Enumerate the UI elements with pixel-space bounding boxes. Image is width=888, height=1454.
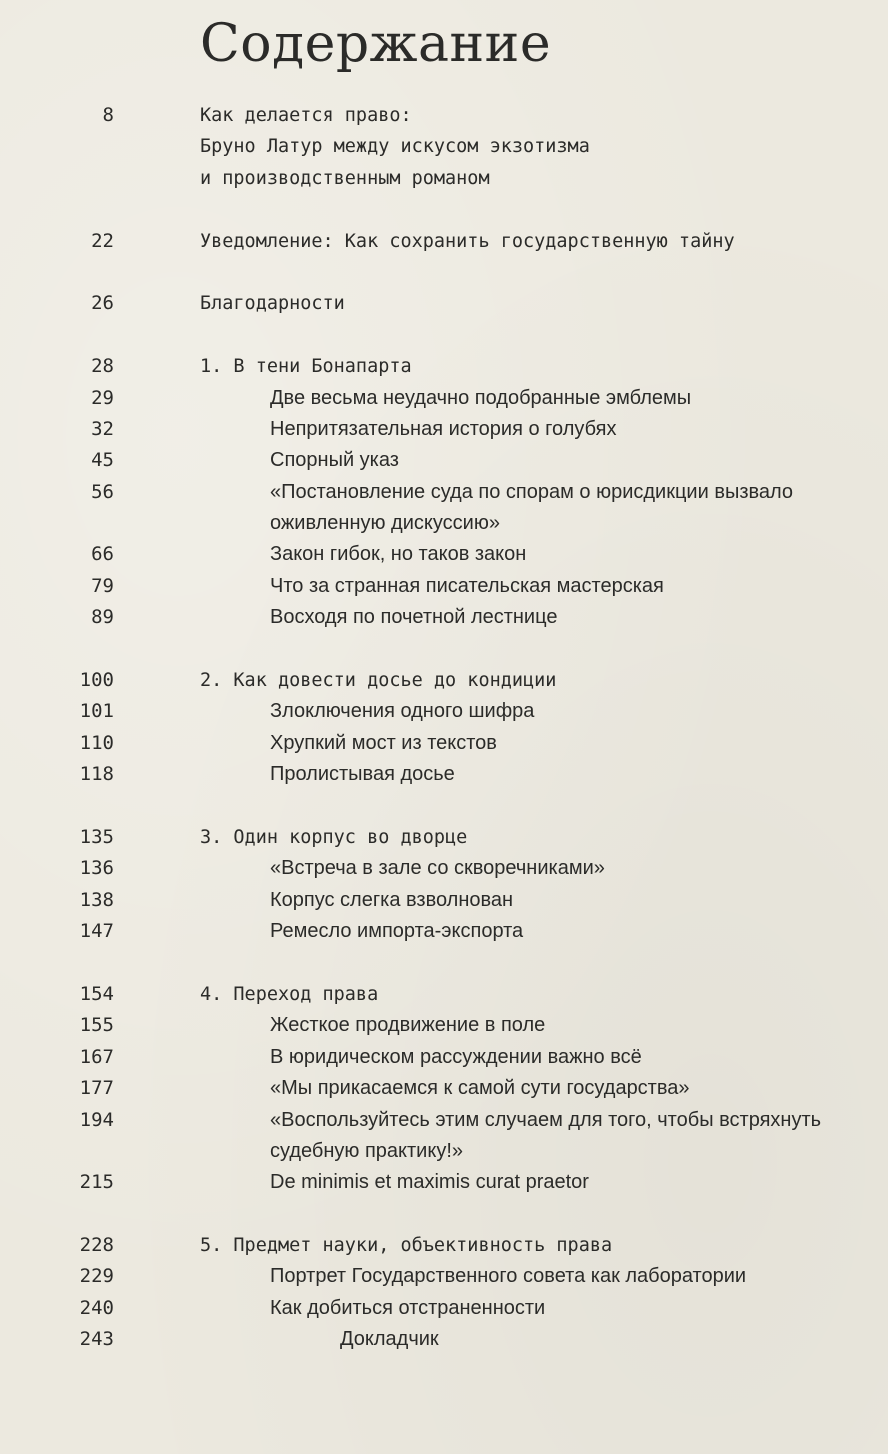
chapter-title: 2. Как довести досье до кондиции — [200, 670, 557, 692]
entry-title: Уведомление: Как сохранить государственную тайну — [200, 230, 735, 252]
page-number: 101 — [79, 700, 114, 723]
chapter-title: 1. В тени Бонапарта — [200, 356, 412, 378]
chapter-title: 4. Переход права — [200, 983, 379, 1005]
toc-entry-front — [0, 100, 888, 131]
page-number: 135 — [79, 825, 114, 848]
subsection-title: Докладчик — [340, 1328, 439, 1351]
section-title: Хрупкий мост из текстов — [270, 731, 497, 754]
section-title: Спорный указ — [270, 449, 399, 472]
page-number: 243 — [79, 1328, 114, 1351]
toc-section — [0, 539, 888, 570]
toc-chapter — [0, 665, 888, 696]
section-title: Восходя по почетной лестнице — [270, 606, 558, 629]
toc-section — [0, 571, 888, 602]
page-number: 79 — [91, 574, 114, 597]
page-number: 167 — [79, 1045, 114, 1068]
toc-section — [0, 696, 888, 727]
toc-section — [0, 477, 888, 508]
page-number: 22 — [91, 229, 114, 252]
toc-entry-front — [0, 226, 888, 257]
toc-section — [0, 383, 888, 414]
page-number: 229 — [79, 1265, 114, 1288]
section-title: «Постановление суда по спорам о юрисдикции вызвало — [270, 480, 794, 503]
toc-section — [0, 1073, 888, 1104]
entry-title: Благодарности — [200, 293, 345, 315]
page-number: 154 — [79, 982, 114, 1005]
toc-section — [0, 1261, 888, 1292]
page-number: 89 — [91, 606, 114, 629]
chapter-title: 3. Один корпус во дворце — [200, 826, 468, 848]
page-number: 28 — [91, 355, 114, 378]
toc-entry-continuation — [0, 163, 888, 194]
toc-section — [0, 1167, 888, 1198]
toc-chapter — [0, 351, 888, 382]
section-title: судебную практику!» — [270, 1139, 463, 1162]
page-number: 118 — [79, 763, 114, 786]
page-number: 100 — [79, 669, 114, 692]
toc-section — [0, 602, 888, 633]
toc-section — [0, 728, 888, 759]
page-number: 136 — [79, 857, 114, 880]
toc-chapter — [0, 822, 888, 853]
page-number: 147 — [79, 920, 114, 943]
section-title: «Воспользуйтесь этим случаем для того, чтобы встряхнуть — [270, 1108, 822, 1131]
toc-section — [0, 1105, 888, 1136]
section-title: Две весьма неудачно подобранные эмблемы — [270, 386, 692, 409]
page-number: 45 — [91, 449, 114, 472]
toc-section — [0, 759, 888, 790]
table-of-contents — [0, 100, 888, 1356]
toc-section — [0, 1042, 888, 1073]
section-title: Непритязательная история о голубях — [270, 417, 617, 440]
page-number: 8 — [102, 104, 114, 126]
page-number: 228 — [79, 1234, 114, 1257]
page-number: 26 — [91, 292, 114, 315]
page-number: 32 — [91, 417, 114, 440]
section-title: Что за странная писательская мастерская — [270, 574, 664, 597]
section-title: Закон гибок, но таков закон — [270, 543, 527, 566]
toc-chapter — [0, 979, 888, 1010]
section-title: В юридическом рассуждении важно всё — [270, 1045, 642, 1068]
section-title: Ремесло импорта-экспорта — [270, 920, 524, 943]
page-number: 138 — [79, 888, 114, 911]
section-title: Жесткое продвижение в поле — [270, 1014, 546, 1037]
section-title: De minimis et maximis curat praetor — [270, 1171, 589, 1194]
page-number: 215 — [79, 1171, 114, 1194]
section-title: Как добиться отстраненности — [270, 1296, 546, 1319]
page-number: 29 — [91, 386, 114, 409]
page-number: 66 — [91, 543, 114, 566]
toc-section — [0, 885, 888, 916]
toc-section — [0, 445, 888, 476]
toc-section — [0, 414, 888, 445]
page-number: 240 — [79, 1296, 114, 1319]
section-title: Злоключения одного шифра — [270, 700, 535, 723]
entry-title: и производственным романом — [200, 167, 490, 189]
page-number: 110 — [79, 731, 114, 754]
section-title: «Встреча в зале со скворечниками» — [270, 857, 605, 880]
chapter-title: 5. Предмет науки, объективность права — [200, 1235, 613, 1257]
toc-section — [0, 1010, 888, 1041]
section-title: Пролистывая досье — [270, 763, 455, 786]
toc-entry-continuation — [0, 131, 888, 162]
section-title: Корпус слегка взволнован — [270, 888, 514, 911]
toc-subsection — [0, 1324, 888, 1355]
toc-section — [0, 853, 888, 884]
toc-section — [0, 1293, 888, 1324]
section-title: Портрет Государственного совета как лаборатории — [270, 1265, 747, 1288]
page-title: Содержание — [200, 14, 552, 74]
toc-section-continuation — [0, 508, 888, 539]
page-number: 177 — [79, 1077, 114, 1100]
section-title: оживленную дискуссию» — [270, 512, 500, 535]
toc-entry-front — [0, 288, 888, 319]
toc-section-continuation — [0, 1136, 888, 1167]
entry-title: Бруно Латур между искусом экзотизма — [200, 136, 590, 158]
toc-section — [0, 916, 888, 947]
page-number: 194 — [79, 1108, 114, 1131]
page-number: 56 — [91, 480, 114, 503]
section-title: «Мы прикасаемся к самой сути государства» — [270, 1077, 690, 1100]
toc-chapter — [0, 1230, 888, 1261]
page-number: 155 — [79, 1014, 114, 1037]
entry-title: Как делается право: — [200, 105, 412, 126]
